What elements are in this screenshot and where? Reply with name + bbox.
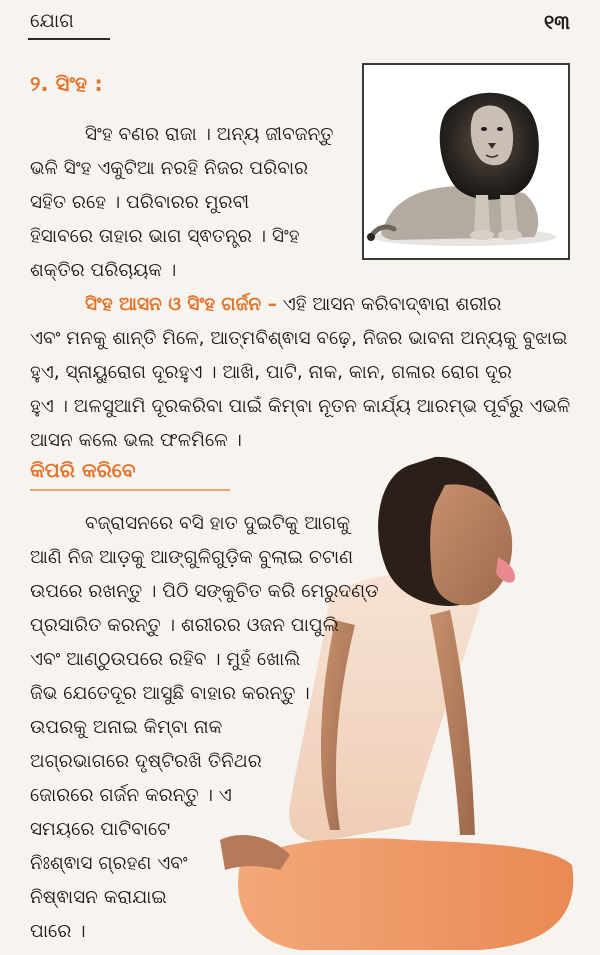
lion-image — [362, 63, 570, 260]
text-line: ପାରେ । — [30, 921, 86, 942]
text-span: ଏହି ଆସନ କରିବାଦ୍ଵାରା ଶରୀର — [276, 294, 502, 315]
text-line: ସିଂହ ବଣର ରାଜା । ଅନ୍ୟ ଜୀବଜନ୍ତୁ — [85, 124, 334, 145]
text-line: ଜିଭ ଯେତେଦୂର ଆସୁଛି ବାହାର କରନ୍ତୁ । — [30, 683, 310, 704]
text-line: ହୁଏ । ଅଳସୁଆମି ଦୂରକରିବା ପାଇଁ କିମ୍ବା ନୂତନ କାର୍ଯ୍ୟ ଆରମ୍ଭ ପୂର୍ବରୁ ଏଭଳି — [30, 396, 571, 417]
lion-illustration — [364, 65, 568, 258]
text-line: ସହିତ ରହେ । ପରିବାରର ମୁରବୀ — [30, 192, 250, 213]
text-line: ଉପରେ ରଖନ୍ତୁ । ପିଠି ସଙ୍କୁଚିତ କରି ମେରୁଦଣ୍ଡ — [30, 581, 379, 602]
text-line: ପ୍ରସାରିତ କରନ୍ତୁ । ଶରୀରର ଓଜନ ପାପୁଲି — [30, 615, 339, 636]
text-line: ଶକ୍ତିର ପରିଚାୟକ । — [30, 260, 177, 281]
how-to-paragraph — [30, 507, 379, 949]
text-line: ଆଣି ନିଜ ଆଡ଼କୁ ଆଙ୍ଗୁଳିଗୁଡ଼ିକ ବୁଲାଇ ଚଟାଣ — [30, 547, 354, 568]
text-line: ଜୋରରେ ଗର୍ଜନ କରନ୍ତୁ । ଏ — [30, 785, 232, 806]
text-line: ସମୟରେ ପାଟିବାଟେ — [30, 819, 171, 840]
text-line: ହୁଏ, ସ୍ନାୟୁରୋଗ ଦୂରହୁଏ । ଆଖି, ପାଟି, ନାକ, କାନ, ଗଳାର ରୋଗ ଦୂର — [30, 362, 512, 383]
lion-paragraph — [30, 118, 334, 288]
text-line: ନିଃଶ୍ଵାସ ଗ୍ରହଣ ଏବଂ — [30, 853, 188, 874]
simha-asana-paragraph — [30, 288, 575, 458]
text-line: ଏବଂ ମନକୁ ଶାନ୍ତି ମିଳେ, ଆତ୍ମବିଶ୍ଵାସ ବଢ଼େ, ନିଜର ଭାବନା ଅନ୍ୟକୁ ବୁଝାଇ — [30, 328, 568, 349]
text-line: ଅଗ୍ରଭାଗରେ ଦୃଷ୍ଟିରଖି ତିନିଥର — [30, 751, 262, 772]
page-number: ୧୩ — [543, 10, 570, 34]
simha-asana-title: ସିଂହ ଆସନ ଓ ସିଂହ ଗର୍ଜନ – — [85, 294, 277, 315]
text-line — [30, 288, 575, 322]
text-line: ହିସାବରେ ତାହାର ଭାଗ ସ୍ଵତନ୍ତ୍ର । ସିଂହ — [30, 226, 300, 247]
header-underline — [28, 38, 110, 40]
page-header — [0, 0, 600, 44]
lion-heading: ୨. ସିଂହ : — [30, 72, 103, 96]
text-line: ଆସନ କଲେ ଭଲ ଫଳମିଳେ । — [30, 430, 242, 451]
section-title: ଯୋଗ — [30, 10, 74, 32]
text-line: ବଜ୍ରାସନରେ ବସି ହାତ ଦୁଇଟିକୁ ଆଗକୁ — [85, 513, 351, 534]
text-line: ନିଷ୍ଵାସନ କରାଯାଇ — [30, 887, 167, 908]
text-line: ଏବଂ ଆଣ୍ଠୁଉପରେ ରହିବ । ମୁହଁ ଖୋଲି — [30, 649, 301, 670]
text-line: ଭଳି ସିଂହ ଏକୁଟିଆ ନରହି ନିଜର ପରିବାର — [30, 158, 309, 179]
how-to-heading: କିପରି କରିବେ — [30, 458, 136, 482]
text-line: ଉପରକୁ ଅନାଇ କିମ୍ବା ନାକ — [30, 717, 223, 738]
